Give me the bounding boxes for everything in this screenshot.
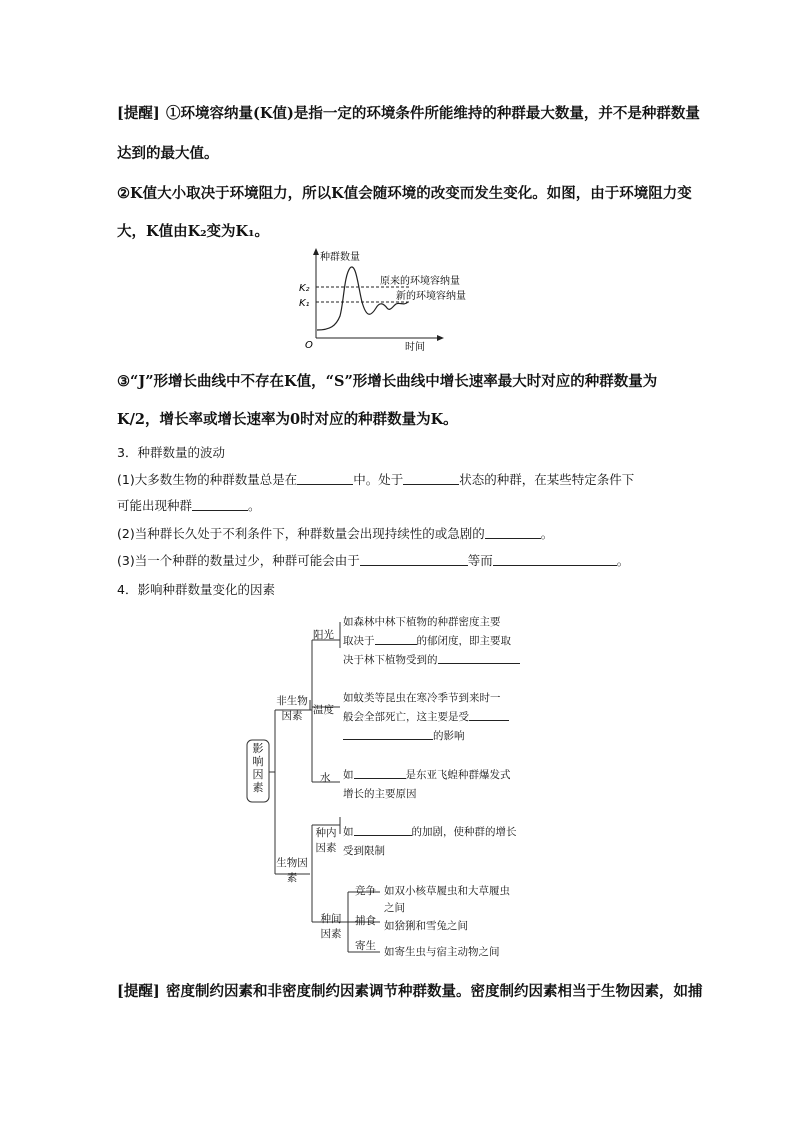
pred-text: 如猞猁和雪兔之间 (384, 920, 468, 932)
question-1-line-2 (117, 496, 261, 514)
water-text-2: 增长的主要原因 (343, 788, 417, 800)
q1-text-d: 可能出现种群 (117, 498, 193, 513)
node-bio: 生物因素 (276, 857, 308, 884)
tip-line-2: 达到的最大值。 (117, 145, 219, 162)
para-text: 如寄生虫与宿主动物之间 (384, 946, 500, 958)
q3-text-c: 。 (616, 553, 630, 568)
q1-text-c: 状态的种群，在某些特定条件下 (459, 472, 635, 487)
question-3 (117, 551, 629, 569)
tip3-line-1: ③“J”形增长曲线中不存在K值，“S”形增长曲线中增长速率最大时对应的种群数量为 (117, 373, 658, 390)
answer-blank[interactable] (343, 728, 433, 740)
answer-blank[interactable] (375, 633, 417, 645)
origin-label: O (305, 340, 313, 351)
k1-note: 新的环境容纳量 (396, 291, 466, 302)
tip2-tag: [提醒] (117, 983, 160, 1000)
section-3-title: 3．种群数量的波动 (117, 445, 225, 460)
q2-text-a: (2)当种群长久处于不利条件下，种群数量会出现持续性的或急剧的 (117, 526, 485, 541)
answer-blank[interactable] (297, 470, 353, 485)
k1-label: K₁ (299, 298, 310, 309)
section-4-title: 4．影响种群数量变化的因素 (117, 582, 275, 597)
temp-text-3 (343, 728, 465, 743)
answer-blank[interactable] (354, 767, 406, 779)
answer-blank[interactable] (354, 824, 412, 836)
node-parasitism: 寄生 (355, 940, 376, 952)
k2-label: K₂ (299, 283, 310, 294)
temp-text-1: 如蚊类等昆虫在寒冷季节到来时一 (343, 692, 501, 704)
q3-text-a: (3)当一个种群的数量过少，种群可能会由于 (117, 553, 360, 568)
answer-blank[interactable] (438, 652, 520, 664)
light-text-2a: 取决于 (343, 635, 375, 647)
intra-text-1 (343, 824, 517, 839)
answer-blank[interactable] (493, 551, 617, 566)
tip2-text: 密度制约因素和非密度制约因素调节种群数量。密度制约因素相当于生物因素，如捕 (166, 983, 703, 1000)
node-nonbio: 非生物因素 (276, 695, 308, 722)
answer-blank[interactable] (469, 709, 509, 721)
answer-blank[interactable] (485, 524, 541, 539)
q2-text-b: 。 (540, 526, 554, 541)
light-text-2 (343, 633, 511, 648)
tip-line-3: ②K值大小取决于环境阻力，所以K值会随环境的改变而发生变化。如图，由于环境阻力变 (117, 185, 692, 202)
temp-text-2a: 般会全部死亡，这主要是受 (343, 711, 469, 723)
comp-text-2: 之间 (384, 902, 405, 914)
mindmap-root: 影响因素 (252, 742, 264, 794)
question-1-line-1 (117, 470, 634, 488)
water-text-1a: 如 (343, 769, 354, 781)
water-text-1b: 是东亚飞蝗种群爆发式 (405, 769, 511, 781)
node-competition: 竞争 (355, 885, 376, 897)
tip-line-4: 大，K值由K₂变为K₁。 (117, 223, 270, 240)
water-text-1 (343, 767, 511, 782)
temp-text-2 (343, 709, 509, 724)
answer-blank[interactable] (360, 551, 468, 566)
q1-text-b: 中。处于 (353, 472, 404, 487)
temp-text-3a: 的影响 (433, 730, 465, 742)
x-axis-label: 时间 (405, 342, 425, 353)
light-text-3a: 决于林下植物受到的 (343, 654, 438, 666)
node-predation: 捕食 (355, 915, 376, 927)
node-temperature: 温度 (313, 704, 334, 716)
comp-text-1: 如双小核草履虫和大草履虫 (384, 885, 510, 897)
tip-tag: [提醒] (117, 105, 160, 122)
y-axis-label: 种群数量 (320, 252, 360, 263)
node-intraspecific: 种内因素 (315, 827, 337, 854)
question-2 (117, 524, 553, 542)
intra-text-2: 受到限制 (343, 845, 385, 857)
light-text-3 (343, 652, 520, 667)
node-light: 阳光 (313, 629, 334, 641)
q1-text-a: (1)大多数生物的种群数量总是在 (117, 472, 298, 487)
tip-line-1: ①环境容纳量(K值)是指一定的环境条件所能维持的种群最大数量，并不是种群数量 (166, 105, 700, 122)
q1-text-e: 。 (248, 498, 261, 513)
q3-text-b: 等而 (467, 553, 493, 568)
node-water: 水 (320, 772, 331, 784)
answer-blank[interactable] (192, 496, 248, 511)
intra-text-1a: 如 (343, 826, 354, 838)
light-text-1: 如森林中林下植物的种群密度主要 (343, 616, 501, 628)
intra-text-1b: 的加剧，使种群的增长 (411, 826, 517, 838)
carrying-capacity-graph (290, 246, 520, 354)
tip3-line-2: K/2，增长率或增长速率为0时对应的种群数量为K。 (117, 411, 458, 428)
k2-note: 原来的环境容纳量 (380, 276, 460, 287)
answer-blank[interactable] (403, 470, 459, 485)
node-interspecific: 种间因素 (320, 913, 342, 940)
light-text-2b: 的郁闭度，即主要取 (416, 635, 511, 647)
